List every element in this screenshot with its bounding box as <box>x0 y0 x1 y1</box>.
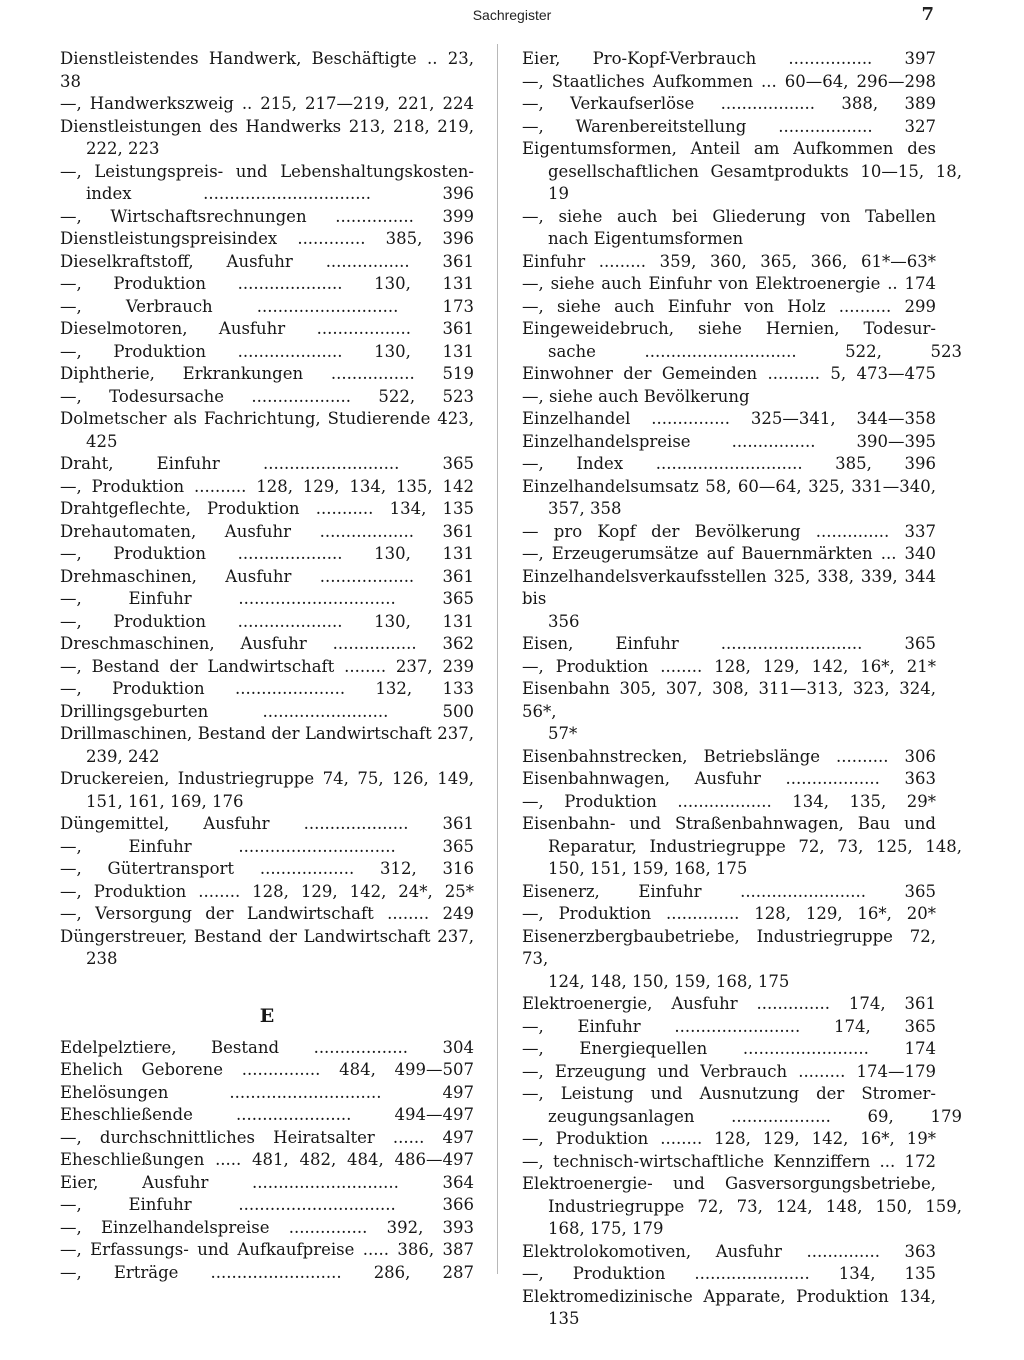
index-entry: —, Produktion ........ 128, 129, 142, 16*, 21* <box>522 656 936 676</box>
index-entry: —, durchschnittliches Heiratsalter ...... 497 <box>60 1127 474 1147</box>
index-entry: —, Erzeugung und Verbrauch ......... 174—179 <box>522 1061 936 1081</box>
index-entry: Eisenbahn 305, 307, 308, 311—313, 323, 324, 56*, <box>522 679 936 721</box>
index-entry: 57* <box>548 724 578 743</box>
index-entry: Drillmaschinen, Bestand der Landwirtschaft 237, <box>60 724 474 743</box>
index-entry: 238 <box>86 949 118 968</box>
index-entry: Druckereien, Industriegruppe 74, 75, 126, 149, <box>60 769 474 788</box>
index-entry: —, Einzelhandelspreise ............... 392, 393 <box>60 1217 474 1237</box>
index-entry: Eisenbahn- und Straßenbahnwagen, Bau und <box>522 814 936 833</box>
index-entry: —, Produktion ..................... 132, 133 <box>60 679 474 698</box>
index-entry: Dienstleistungspreisindex ............. 385, 396 <box>60 229 474 248</box>
index-entry: nach Eigentumsformen <box>548 229 744 248</box>
index-entry: 151, 161, 169, 176 <box>86 791 244 811</box>
index-entry: Edelpelztiere, Bestand .................. 304 <box>60 1037 474 1057</box>
index-entry: Eheschließungen ..... 481, 482, 484, 486—497 <box>60 1150 474 1169</box>
index-entry: —, technisch-wirtschaftliche Kennziffern ... 172 <box>522 1151 936 1171</box>
index-entry: —, Einfuhr .............................. 365 <box>60 589 474 608</box>
index-entry: Dienstleistungen des Handwerks 213, 218, 219, <box>60 116 474 136</box>
index-entry: Ehelich Geborene ............... 484, 499—507 <box>60 1060 474 1079</box>
index-entry: Drehautomaten, Ausfuhr .................. 361 <box>60 521 474 541</box>
index-entry: —, Einfuhr .............................. 366 <box>60 1195 474 1214</box>
index-entry: Draht, Einfuhr .......................... 365 <box>60 454 474 473</box>
index-entries-right <box>522 48 962 1331</box>
index-entry: Eisenbahnwagen, Ausfuhr .................. 363 <box>522 769 936 788</box>
index-entry: Drillingsgeburten ........................ 500 <box>60 701 474 721</box>
index-entry: —, Index ............................ 385, 396 <box>522 454 936 473</box>
index-entry: sache ............................. 522, 523 <box>548 341 962 361</box>
index-entry: Dreschmaschinen, Ausfuhr ................ 362 <box>60 634 474 653</box>
left-column <box>60 48 474 1284</box>
index-entry: —, Todesursache ................... 522, 523 <box>60 386 474 406</box>
index-entry: —, Einfuhr ........................ 174, 365 <box>522 1016 936 1036</box>
index-entry: —, Verkaufserlöse .................. 388, 389 <box>522 94 936 113</box>
index-entry: Einzelhandel ............... 325—341, 344—358 <box>522 409 936 428</box>
index-entry: Elektromedizinische Apparate, Produktion 134, <box>522 1286 936 1306</box>
index-entry: Einfuhr ......... 359, 360, 365, 366, 61*—63* <box>522 251 936 271</box>
index-entry: —, siehe auch Einfuhr von Elektroenergie .. 174 <box>522 274 936 293</box>
index-entry: —, Produktion ........ 128, 129, 142, 16*, 19* <box>522 1129 936 1148</box>
index-entry: 222, 223 <box>86 139 160 158</box>
index-entry: —, Produktion .............. 128, 129, 16*, 20* <box>522 904 936 923</box>
index-entry: —, Produktion .................... 130, 131 <box>60 274 474 293</box>
index-entry: Elektroenergie- und Gasversorgungsbetriebe, <box>522 1174 936 1193</box>
index-entry: —, Einfuhr .............................. 365 <box>60 836 474 856</box>
index-entry: 425 <box>86 431 118 451</box>
index-entry: Eheschließende ...................... 494—497 <box>60 1105 474 1124</box>
index-entry: Eier, Ausfuhr ............................ 364 <box>60 1172 474 1192</box>
index-entry: 150, 151, 159, 168, 175 <box>548 859 748 878</box>
index-entry: 135 <box>548 1309 580 1328</box>
index-entry: zeugungsanlagen ................... 69, 179 <box>548 1106 962 1126</box>
index-entry: Einzelhandelsverkaufsstellen 325, 338, 339, 344 bis <box>522 566 936 608</box>
index-entry: —, Staatliches Aufkommen ... 60—64, 296—298 <box>522 71 936 91</box>
right-column <box>522 48 962 1331</box>
index-entry: —, Erzeugerumsätze auf Bauernmärkten ... 340 <box>522 544 936 563</box>
index-entry: —, Leistungspreis- und Lebenshaltungskosten- <box>60 161 474 181</box>
index-entry: Düngerstreuer, Bestand der Landwirtschaft 237, <box>60 926 474 946</box>
index-entry: Diphtherie, Erkrankungen ................ 519 <box>60 364 474 383</box>
index-entry: — pro Kopf der Bevölkerung .............. 337 <box>522 521 936 541</box>
index-entry: —, Produktion ...................... 134, 135 <box>522 1264 936 1283</box>
index-entry: —, Versorgung der Landwirtschaft ........ 249 <box>60 904 474 923</box>
index-entry: Industriegruppe 72, 73, 124, 148, 150, 159, <box>548 1196 962 1216</box>
index-entry: Einzelhandelspreise ................ 390—395 <box>522 431 936 451</box>
index-entry: index ................................ 396 <box>86 184 474 203</box>
index-entry: —, Produktion ........ 128, 129, 142, 24*, 25* <box>60 881 474 901</box>
index-entry: Drehmaschinen, Ausfuhr .................. 361 <box>60 566 474 586</box>
index-entry: —, Produktion .................. 134, 135, 29* <box>522 791 936 811</box>
index-entry: Elektroenergie, Ausfuhr .............. 174, 361 <box>522 994 936 1013</box>
index-entry: Eingeweidebruch, siehe Hernien, Todesur- <box>522 319 936 338</box>
index-entry: Elektrolokomotiven, Ausfuhr .............. 363 <box>522 1241 936 1261</box>
index-entry: Eigentumsformen, Anteil am Aufkommen des <box>522 139 936 158</box>
index-entry: Dolmetscher als Fachrichtung, Studierende 423, <box>60 409 474 428</box>
index-entry: Dieselkraftstoff, Ausfuhr ................ 361 <box>60 251 474 271</box>
index-entry: —, Warenbereitstellung .................. 327 <box>522 116 936 136</box>
index-entry: —, Produktion .................... 130, 131 <box>60 341 474 361</box>
index-entry: —, Bestand der Landwirtschaft ........ 237, 239 <box>60 656 474 676</box>
section-letter: E <box>259 1004 275 1027</box>
index-entry: Reparatur, Industriegruppe 72, 73, 125, 148, <box>548 836 962 856</box>
index-entry: —, siehe auch Einfuhr von Holz .......... 299 <box>522 296 936 316</box>
column-divider <box>497 44 498 1274</box>
index-entry: —, Leistung und Ausnutzung der Stromer- <box>522 1084 936 1103</box>
index-entries-d <box>60 48 474 971</box>
index-entry: gesellschaftlichen Gesamtprodukts 10—15, 18, <box>548 161 962 181</box>
index-entry: —, siehe auch Bevölkerung <box>522 386 750 406</box>
index-entry: 124, 148, 150, 159, 168, 175 <box>548 971 790 991</box>
index-entry: Einwohner der Gemeinden .......... 5, 473—475 <box>522 364 936 383</box>
index-entry: Drahtgeflechte, Produktion ........... 134, 135 <box>60 499 474 518</box>
index-entry: 19 <box>548 184 569 203</box>
index-entry: —, Produktion .................... 130, 131 <box>60 611 474 631</box>
index-entry: Eisenerzbergbaubetriebe, Industriegruppe 72, 73, <box>522 926 936 968</box>
index-entry: Dieselmotoren, Ausfuhr .................. 361 <box>60 319 474 338</box>
index-entry: —, Energiequellen ........................ 174 <box>522 1039 936 1058</box>
index-entry: 168, 175, 179 <box>548 1219 664 1238</box>
running-header: Sachregister <box>472 7 552 23</box>
index-entry: —, Gütertransport .................. 312, 316 <box>60 859 474 878</box>
index-entry: Eisenbahnstrecken, Betriebslänge .......... 306 <box>522 746 936 766</box>
index-entry: —, Erfassungs- und Aufkaufpreise ..... 386, 387 <box>60 1240 474 1259</box>
index-entry: Eisen, Einfuhr ........................... 365 <box>522 634 936 653</box>
index-entry: Düngemittel, Ausfuhr .................... 361 <box>60 814 474 833</box>
index-entry: —, Verbrauch ........................... 173 <box>60 296 474 316</box>
index-entry: 357, 358 <box>548 499 622 518</box>
index-entry: —, Produktion .................... 130, 131 <box>60 544 474 563</box>
index-entry: —, Produktion .......... 128, 129, 134, 135, 142 <box>60 476 474 496</box>
index-entry: Ehelösungen ............................. 497 <box>60 1082 474 1102</box>
page-number: 7 <box>921 4 934 25</box>
index-entry: —, siehe auch bei Gliederung von Tabellen <box>522 206 936 226</box>
index-entry: Dienstleistendes Handwerk, Beschäftigte .. 23, 38 <box>60 49 474 91</box>
index-entry: Eier, Pro-Kopf-Verbrauch ................ 397 <box>522 49 936 68</box>
index-entry: 356 <box>548 611 580 631</box>
index-entry: Eisenerz, Einfuhr ........................ 365 <box>522 881 936 901</box>
index-entry: 239, 242 <box>86 746 160 766</box>
index-entry: —, Erträge ......................... 286, 287 <box>60 1262 474 1282</box>
index-entry: Einzelhandelsumsatz 58, 60—64, 325, 331—340, <box>522 476 936 496</box>
index-entries-e <box>60 1037 474 1285</box>
index-entry: —, Wirtschaftsrechnungen ............... 399 <box>60 206 474 226</box>
index-entry: —, Handwerkszweig .. 215, 217—219, 221, 224 <box>60 94 474 113</box>
